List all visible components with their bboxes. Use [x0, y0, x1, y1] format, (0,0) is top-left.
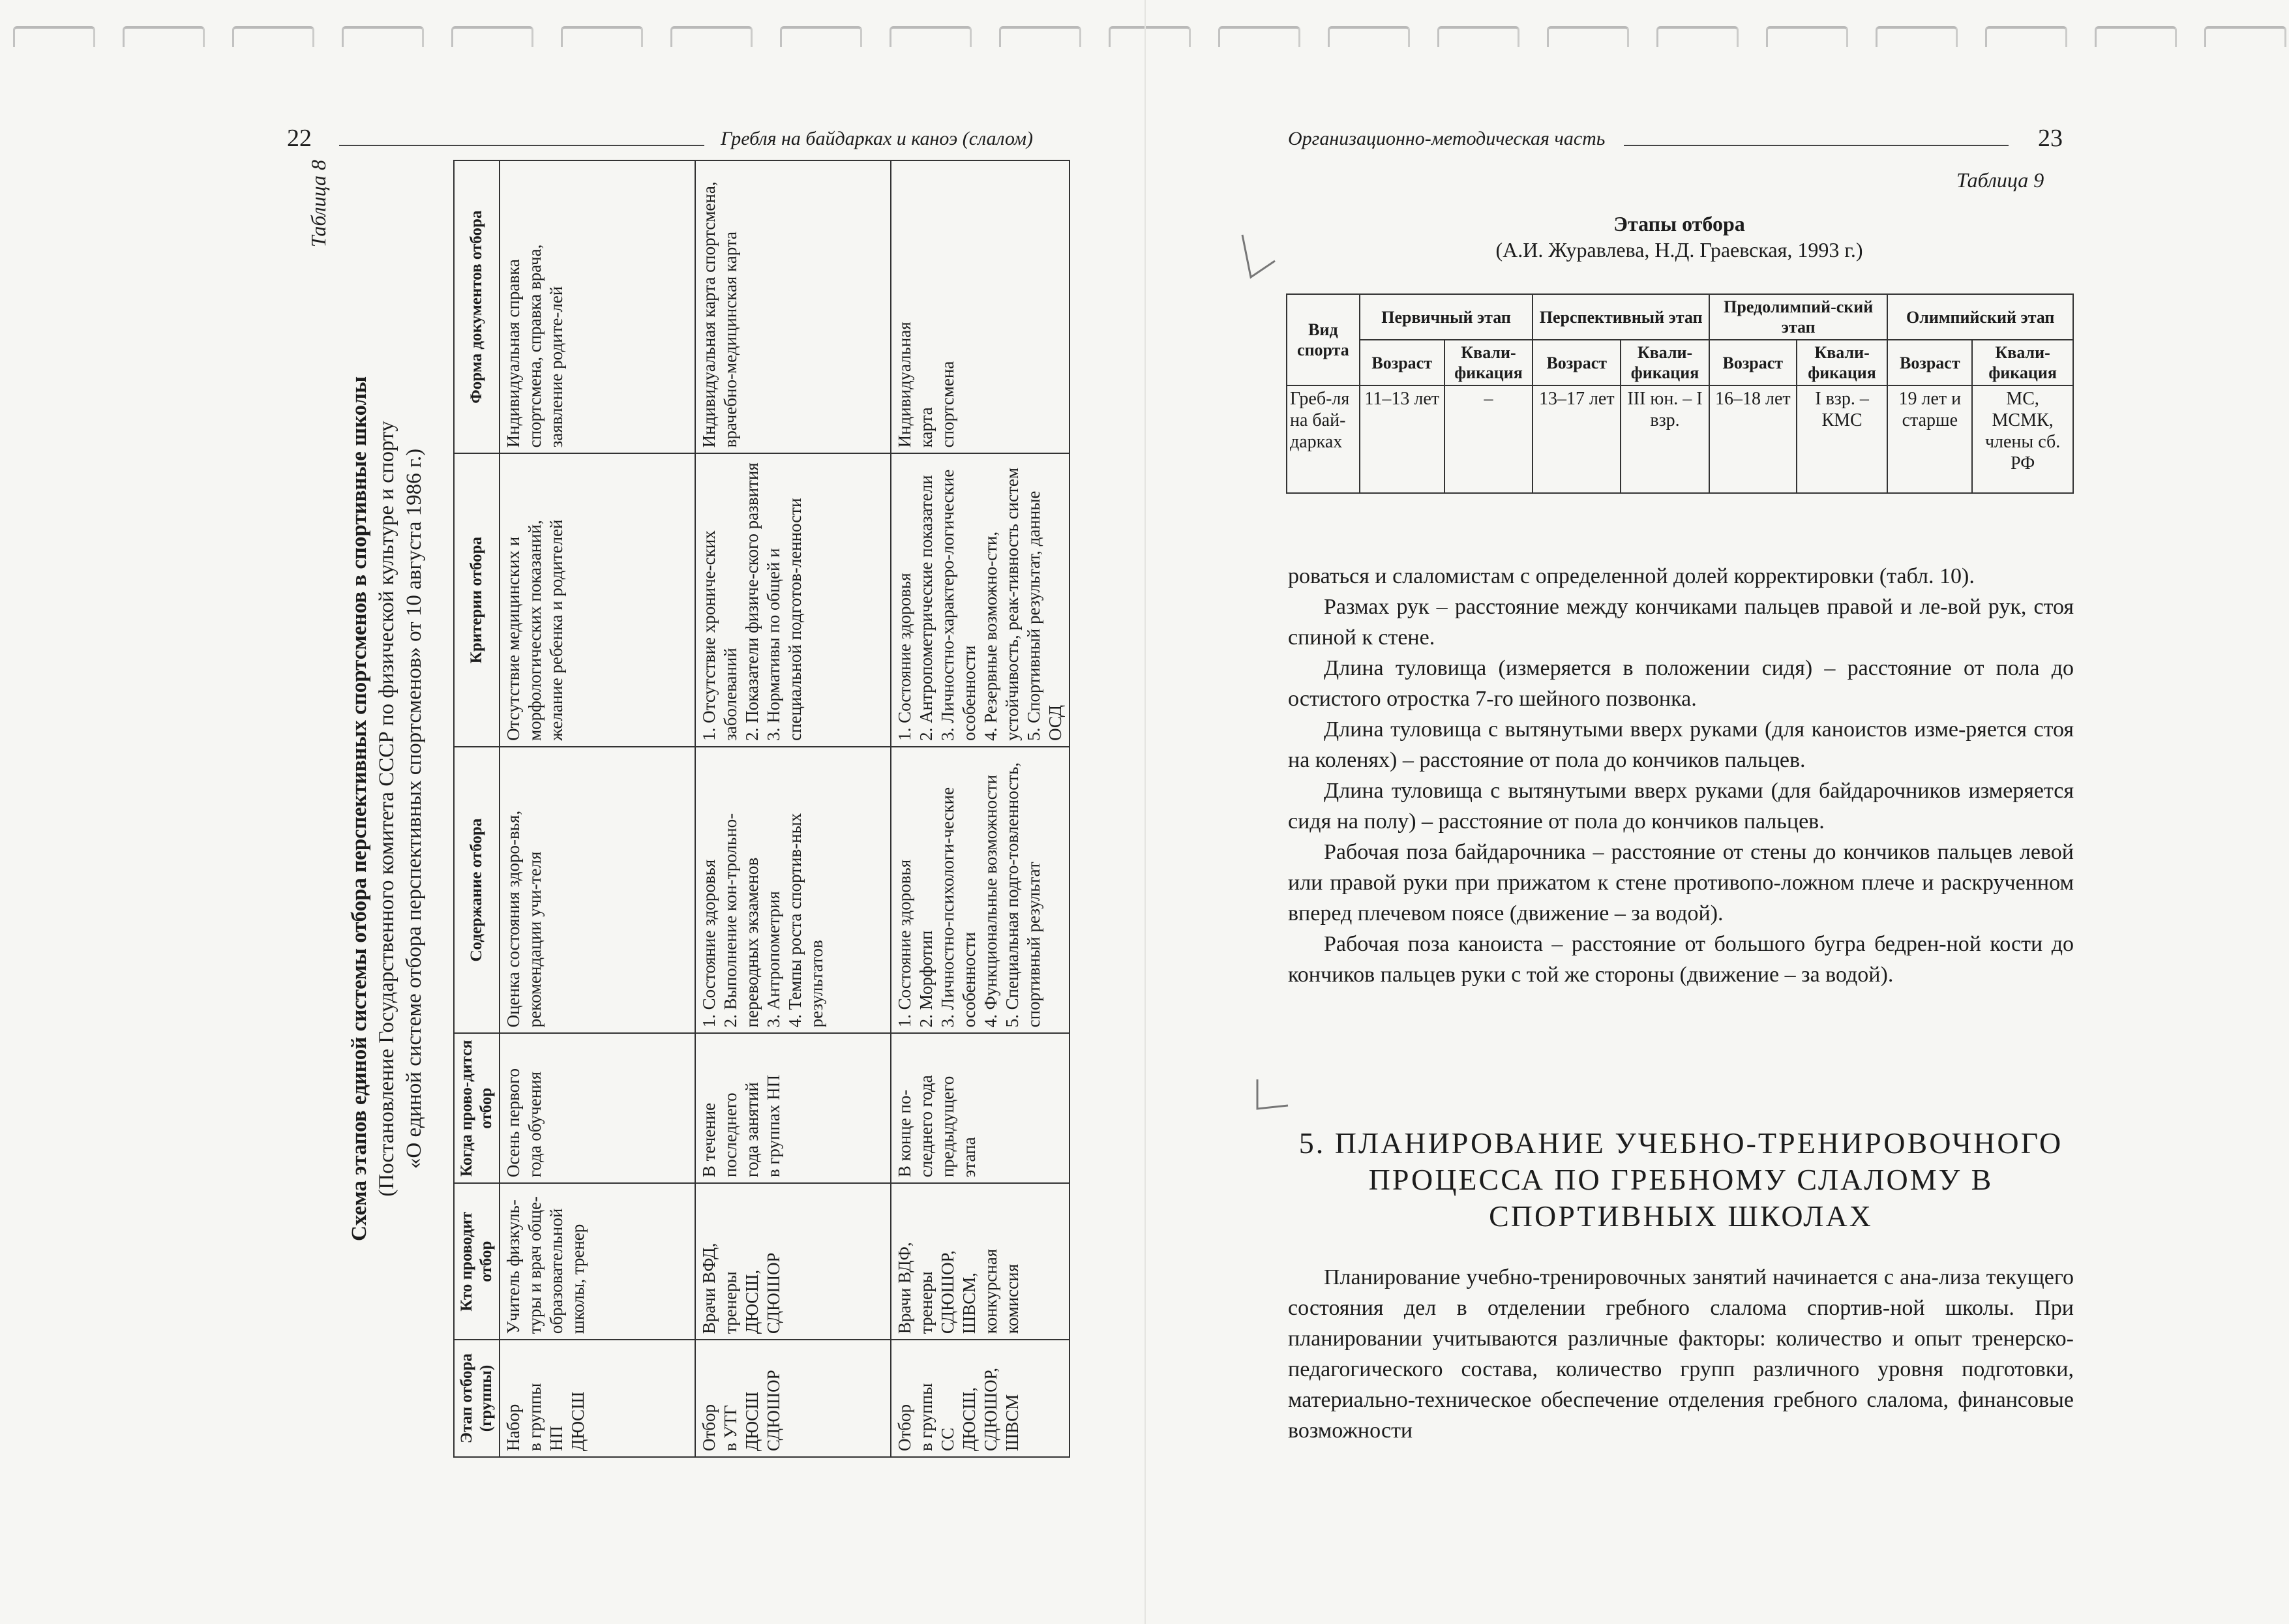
table-cell: В конце по-следнего года предыдущего этапа	[891, 1033, 1070, 1183]
binder-hole	[1985, 26, 2067, 47]
binder-hole	[2095, 26, 2177, 47]
section-body-text	[1288, 1262, 2074, 1446]
table-8-subtitle-1: (Постановление Государственного комитета СССР по физической культуре и спорту	[375, 421, 398, 1197]
pencil-corner-mark	[1252, 1076, 1291, 1115]
binder-hole	[2204, 26, 2286, 47]
table-cell: 13–17 лет	[1533, 385, 1621, 493]
table-cell: 11–13 лет	[1360, 385, 1444, 493]
table-cell: III юн. – I взр.	[1621, 385, 1709, 493]
binder-hole	[342, 26, 424, 47]
header-age: Возраст	[1533, 340, 1621, 385]
header-age: Возраст	[1709, 340, 1797, 385]
table-cell: Отбор в группы СС ДЮСШ, СДЮШОР, ШВСМ	[891, 1340, 1070, 1457]
binder-hole	[123, 26, 205, 47]
header-qualification: Квали-фикация	[1621, 340, 1709, 385]
header-age: Возраст	[1887, 340, 1972, 385]
right-running-head: Организационно-методическая часть	[1288, 128, 1606, 149]
table-8	[453, 160, 1070, 1458]
table-cell: Греб-ля на бай-дарках	[1287, 385, 1360, 493]
table-9-subheader-row	[1287, 340, 2073, 385]
table-cell: Индивидуальная карта спортсмена	[891, 160, 1070, 453]
paragraph: Планирование учебно-тренировочных занятий начинается с ана-лиза текущего состояния дел в отделении гребного слалома спортив-ной школы. При планировании учитываются различные факторы: количество и опыт тренерско-педагогического состава, количество групп различного уровня подготовки, материально-техническое обеспечение отделения гребного слалома, финансовые возможности	[1288, 1265, 2074, 1443]
table-9-source: (А.И. Журавлева, Н.Д. Граевская, 1993 г.)	[1495, 238, 1863, 262]
binder-hole	[451, 26, 533, 47]
table-8-label: Таблица 8	[307, 160, 330, 248]
binder-hole	[13, 26, 95, 47]
table-row	[891, 160, 1070, 1457]
binder-hole	[1656, 26, 1739, 47]
binder-hole	[999, 26, 1081, 47]
table-cell: 16–18 лет	[1709, 385, 1797, 493]
table-cell: Набор в группы НП ДЮСШ	[500, 1340, 695, 1457]
binder-hole	[1437, 26, 1519, 47]
binder-hole	[890, 26, 972, 47]
header-qualification: Квали-фикация	[1444, 340, 1533, 385]
table-cell: Осень первого года обучения	[500, 1033, 695, 1183]
header-sport: Вид спорта	[1287, 294, 1360, 385]
header-stage-olympic: Олимпийский этап	[1887, 294, 2073, 340]
rotated-page-content	[307, 160, 1096, 1458]
table-row	[695, 160, 891, 1457]
table-8-subtitle-2: «О единой системе отбора перспективных спортсменов» от 10 августа 1986 г.)	[402, 448, 426, 1169]
table-9-stage-row	[1287, 294, 2073, 340]
left-running-head: Гребля на байдарках и каноэ (слалом)	[721, 128, 1033, 149]
header-qualification: Квали-фикация	[1972, 340, 2073, 385]
binder-hole	[1766, 26, 1848, 47]
right-body-text	[1288, 561, 2074, 990]
binder-hole	[232, 26, 314, 47]
header-qualification: Квали-фикация	[1797, 340, 1888, 385]
pencil-check-mark	[1239, 232, 1278, 284]
paragraph: Длина туловища с вытянутыми вверх руками (для каноистов изме-ряется стоя на коленях) – расстояние от пола до кончиков пальцев.	[1288, 717, 2074, 772]
binder-hole	[780, 26, 862, 47]
paragraph: Рабочая поза каноиста – расстояние от большого бугра бедрен-ной кости до кончиков пальцев руки с той же стороны (движение – за водой).	[1288, 932, 2074, 987]
binder-hole	[1547, 26, 1629, 47]
header-age: Возраст	[1360, 340, 1444, 385]
header-who: Кто проводит отбор	[454, 1183, 500, 1340]
table-cell: –	[1444, 385, 1533, 493]
header-stage-perspective: Перспективный этап	[1533, 294, 1709, 340]
table-cell: Оценка состояния здоро-вья, рекомендации учи-теля	[500, 747, 695, 1033]
table-cell: Индивидуальная справка спортсмена, справка врача, заявление родите-лей	[500, 160, 695, 453]
table-cell: 1. Состояние здоровья 2. Антропометрические показатели 3. Личностно-характеро-логические особенности 4. Резервные возможно-сти, устойчивость, реак-тивность систем 5. Спортивный результат, данные ОСД	[891, 453, 1070, 747]
header-documents: Форма документов отбора	[454, 160, 500, 453]
table-row	[500, 160, 695, 1457]
paragraph: Размах рук – расстояние между кончиками пальцев правой и ле-вой рук, стоя спиной к стене.	[1288, 595, 2074, 650]
header-stage-primary: Первичный этап	[1360, 294, 1533, 340]
table-cell: Отбор в УТГ ДЮСШ СДЮШОР	[695, 1340, 891, 1457]
section-heading: 5. ПЛАНИРОВАНИЕ УЧЕБНО-ТРЕНИРОВОЧНОГО ПРОЦЕССА ПО ГРЕБНОМУ СЛАЛОМУ В СПОРТИВНЫХ ШКОЛАХ	[1298, 1126, 2063, 1233]
table-cell: 1. Отсутствие хрониче-ских заболеваний 2. Показатели физиче-ского развития 3. Нормативы по общей и специальной подготов-ленности	[695, 453, 891, 747]
left-header-rule	[339, 145, 704, 146]
binder-hole	[1328, 26, 1410, 47]
table-9-title: Этапы отбора	[1613, 212, 1745, 235]
table-cell: 1. Состояние здоровья 2. Морфотип 3. Личностно-психологи-ческие особенности 4. Функциональные возможности 5. Специальная подго-товленность, спортивный результат	[891, 747, 1070, 1033]
table-cell: МС, МСМК, члены сб. РФ	[1972, 385, 2073, 493]
table-cell: Врачи ВДФ, тренеры СДЮШОР, ШВСМ, конкурсная комиссия	[891, 1183, 1070, 1340]
table-8-title: Схема этапов единой системы отбора перспективных спортсменов в спортивные школы	[348, 376, 371, 1241]
table-cell: I взр. – КМС	[1797, 385, 1888, 493]
header-when: Когда прово-дится отбор	[454, 1033, 500, 1183]
paragraph: Рабочая поза байдарочника – расстояние от стены до кончиков пальцев левой или правой руки при прижатом к стене противопо-ложном плече и раскрученном вперед плечевом поясе (движение – за водой).	[1288, 840, 2074, 925]
table-cell: 1. Состояние здоровья 2. Выполнение кон-трольно-переводных экзаменов 3. Антропометрия 4. Темпы роста спортив-ных результатов	[695, 747, 891, 1033]
paragraph: роваться и слаломистам с определенной долей корректировки (табл. 10).	[1288, 564, 1975, 588]
right-page-number: 23	[2038, 125, 2063, 152]
header-stage: Этап отбора (группы)	[454, 1340, 500, 1457]
table-8-header-row	[454, 160, 500, 1457]
table-cell: Врачи ВФД, тренеры ДЮСШ, СДЮШОР	[695, 1183, 891, 1340]
table-9	[1286, 293, 2074, 494]
binder-hole	[1109, 26, 1191, 47]
table-cell: Индивидуальная карта спортсмена, врачебно-медицинская карта	[695, 160, 891, 453]
table-cell: Учитель физкуль-туры и врач обще-образовательной школы, тренер	[500, 1183, 695, 1340]
table-cell: Отсутствие медицинских и морфологических показаний, желание ребенка и родителей	[500, 453, 695, 747]
header-criteria: Критерии отбора	[454, 453, 500, 747]
paragraph: Длина туловища с вытянутыми вверх руками (для байдарочников измеряется сидя на полу) – расстояние от пола до кончиков пальцев.	[1288, 779, 2074, 834]
binder-hole	[670, 26, 753, 47]
header-content: Содержание отбора	[454, 747, 500, 1033]
table-cell: 19 лет и старше	[1887, 385, 1972, 493]
page-fold	[1144, 0, 1146, 1624]
binder-hole	[1876, 26, 1958, 47]
header-stage-preolympic: Предолимпий-ский этап	[1709, 294, 1888, 340]
table-cell: В течение последнего года занятий в группах НП	[695, 1033, 891, 1183]
right-header-rule	[1624, 145, 2009, 146]
binder-hole	[1218, 26, 1300, 47]
left-page-number: 22	[287, 125, 312, 152]
table-row	[1287, 385, 2073, 493]
table-9-label: Таблица 9	[1956, 168, 2044, 192]
binder-hole	[561, 26, 643, 47]
paragraph: Длина туловища (измеряется в положении сидя) – расстояние от пола до остистого отростка 7-го шейного позвонка.	[1288, 656, 2074, 711]
